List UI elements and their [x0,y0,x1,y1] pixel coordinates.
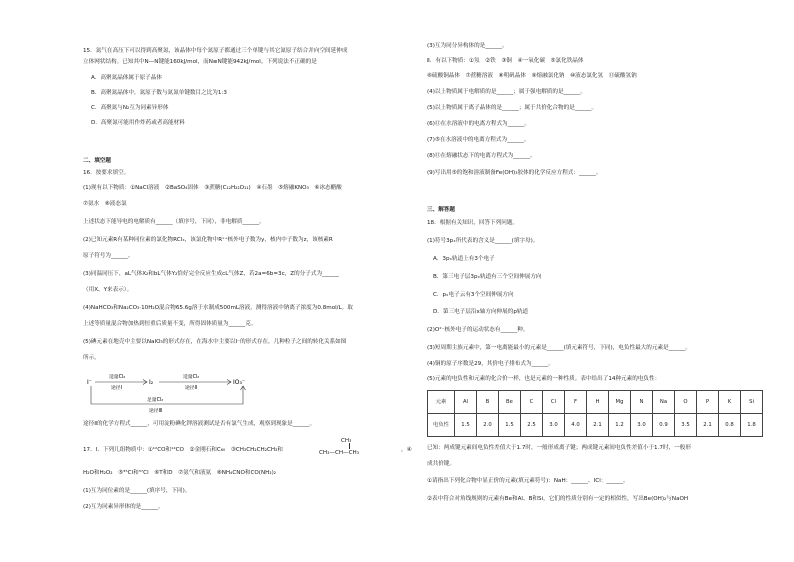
iodine-conversion-diagram [85,364,285,420]
diagram-reagent-2: 适量Cl₂ [183,375,200,380]
q18-option-a: A．3pₓ轨道上有3个电子 [433,256,495,262]
q15-option-d: D．高聚氮可能用作炸药或者高能材料 [91,120,185,126]
q16-line9: 上述等质量混合物加热到恒重后质量不变，所得固体质量为______克。 [83,321,257,327]
electronegativity-cell: 1.8 [741,414,763,437]
q17-line2: H₂O和H₂O₂ ⑤³⁵Cl和³⁷Cl ⑥T和D ⑦氨气和液氨 ⑧NH₄CNO和CO(NH₂)₂ [83,470,277,476]
q18-line2: (2)O²⁻核外电子的运动状态有______种。 [427,327,529,333]
electronegativity-table [427,390,763,437]
q18-option-b: B．第三电子层3pₓ轨道有三个空间伸展方向 [433,274,542,280]
element-cell: H [587,391,609,414]
diagram-start-species: I⁻ [87,379,92,386]
diagram-end-species: IO₃⁻ [233,379,246,386]
diagram-mid-species: I₂ [149,379,154,386]
diagram-reagent-1: 适量Cl₂ [109,375,126,380]
element-cell: Cl [543,391,565,414]
q17-part9: (9)写出用⑤的饱和溶液制备Fe(OH)₃胶体的化学反应方程式：______。 [427,170,602,176]
element-cell: Mg [609,391,631,414]
q17-line1: 17．Ⅰ．下列几组物质中：①¹²CO和¹⁴CO ②金刚石和C₆₀ ③CH₃CH₂CH₂CH₃和 [83,447,283,453]
element-cell: Na [653,391,675,414]
section-2-heading: 二、填空题 [83,158,111,164]
electronegativity-cell: 3.0 [631,414,653,437]
electronegativity-cell: 1.2 [609,414,631,437]
element-cell: C [521,391,543,414]
table-row-values [428,414,763,437]
element-cell: B [477,391,499,414]
q16-line12: 途径Ⅱ的化学方程式______，可用淀粉碘化钾溶液测试是否有氯气生成，观察到现象是______。 [83,421,316,427]
q15-stem-line1: 15．氮气在高压下可以得到高聚氮，该晶体中每个氮原子都通过三个单键与其它氮原子结合并向空间延伸成 [83,48,348,54]
q16-title: 16．按要求填空。 [83,170,130,176]
q15-stem-line2: 立体网状结构。已知其中N—N键能160kJ/mol，而N≡N键能942kJ/mol。下列说法不正确的是 [83,59,317,65]
element-cell: F [565,391,587,414]
element-cell: N [631,391,653,414]
electronegativity-cell: 3.5 [675,414,697,437]
electronegativity-cell: 3.0 [543,414,565,437]
q15-option-b: B．高聚氮晶体中，氮原子数与氮氮单键数目之比为1:3 [91,90,227,96]
electronegativity-cell: 0.9 [653,414,675,437]
q17-part5: (5)以上物质属于离子晶体的是______；属于共价化合物的是______。 [427,105,598,111]
q16-line1: (1)现有以下物质：①NaCl溶液 ②BaSO₄固体 ③蔗糖(C₁₂H₂₂O₁₁) ④石墨 ⑤熔融KNO₃ ⑥冰态醋酸 [83,185,342,191]
q18-title: 18．根据有关知识，回答下列问题。 [427,220,519,226]
q17-part6: (6)⑪在水溶液中的电离方程式为______。 [427,121,531,127]
q18-option-d: D．第三电子层沿x轴方向伸展的p轨道 [433,309,529,315]
electronegativity-cell: 1.5 [455,414,477,437]
q17-line1-tail: ，④ [401,447,412,453]
q17-isobutane-bond [349,443,350,449]
electronegativity-cell: 2.0 [477,414,499,437]
table-row-head: 元素 [428,391,455,414]
element-cell: O [675,391,697,414]
q17-part8: (8)⑪在熔融状态下的电离方程式为______。 [427,153,536,159]
element-cell: Si [741,391,763,414]
element-cell: K [719,391,741,414]
q16-line3: 上述状态下能导电的电解质有______（填序号，下同），非电解质______。 [83,219,265,225]
q17-part3: (3)互为同分异构体的是______。 [427,43,508,49]
diagram-reagent-3: 足量Cl₂ [147,398,164,403]
diagram-path-1-label: 途径Ⅰ [111,386,123,391]
q18-line1: (1)符号3pₓ所代表的含义是______(填字母)。 [427,238,539,244]
q17-isobutane-chain: CH₃—CH—CH₃ [319,450,360,456]
table-row-head: 电负性 [428,414,455,437]
q16-line5: 原子符号为______。 [83,253,134,259]
q18-line3: (3)短周期主族元素中，第一电离能最小的元素是______(填元素符号，下同)，电负性最大的元素是______。 [427,345,692,351]
q18-line7: 成共价键。 [427,461,455,467]
q16-line10: (5)碘元素在地壳中主要以NaIO₃的形式存在，在海水中主要以I⁻的形式存在，几种粒子之间的转化关系如图 [83,339,347,345]
electronegativity-cell: 2.5 [521,414,543,437]
q18-line8: ①请指出下列化合物中显正价的元素(填元素符号)：NaH：______、ICl：______。 [427,478,629,484]
q17-part4: (4)以上物质属于电解质的是______；属于强电解质的是______。 [427,89,586,95]
q17-ii-substances: ⑥硫酸铜晶体 ⑦蔗糖溶液 ⑧明矾晶体 ⑨熔融氯化钠 ⑩液态氯化氢 ⑪硫酸氢钠 [427,73,637,79]
electronegativity-cell: 2.1 [697,414,719,437]
q17-ii-intro: Ⅱ．有以下物质：①氖 ②铁 ③铜 ④一氧化碳 ⑤氯化铁晶体 [427,58,584,64]
q18-line6: 已知：两成键元素间电负性差值大于1.7时，一般形成离子键；两成键元素间电负性差值小于1.7时，一般形 [427,445,691,451]
q15-option-c: C．高聚氮与N₂互为同素异形体 [91,105,169,111]
electronegativity-cell: 4.0 [565,414,587,437]
element-cell: Be [499,391,521,414]
q18-line4: (4)铜的原子序数是29，其价电子排布式为______。 [427,361,554,367]
element-cell: P [697,391,719,414]
section-3-heading: 三、解答题 [427,207,455,213]
electronegativity-cell: 1.5 [499,414,521,437]
q18-line9: ②表中符合对角线规则的元素有Be和Al、B和Si，它们的性质分别有一定的相似性，写出Be(OH)₂与NaOH [427,496,689,502]
q17-line4: (2)互为同素异形体的是______。 [83,504,164,510]
diagram-path-3-label: 途径Ⅲ [149,409,162,414]
q15-option-a: A．高聚氮晶体属于原子晶体 [91,75,162,81]
q18-line5: (5)元素的电负性和元素的化合价一样，也是元素的一种性质。表中给出了14种元素的电负性： [427,376,661,382]
q16-line8: (4)NaHCO₃和Na₂CO₃·10H₂O混合物65.6g溶于水制成500mL溶液，测得溶液中钠离子浓度为0.8mol/L。取 [83,305,353,311]
q17-isobutane-branch: CH₃ [341,438,352,444]
q16-line4: (2)已知元素R有某种同位素的氯化物RClₓ，该氯化物中Rˣ⁺核外电子数为y，核内中子数为z，该核素R [83,237,333,243]
table-row-elements [428,391,763,414]
q16-line2: ⑦氨水 ⑧液态氯 [83,201,127,207]
electronegativity-cell: 0.8 [719,414,741,437]
q17-part7: (7)⑤在水溶液中的电离方程式为______。 [427,137,530,143]
q17-line3: (1)互为同位素的是______(填序号，下同)。 [83,488,191,494]
q18-option-c: C．pₓ电子云有3个空间伸展方向 [433,292,514,298]
q16-line6: (3)同温同压下，aL气体X₂和bL气体Y₂恰好完全反应生成cL气体Z，若2a=6b=3c，Z的分子式为______ [83,271,339,277]
element-cell: Al [455,391,477,414]
diagram-path-2-label: 途径Ⅱ [185,386,197,391]
q16-line7: （用X、Y来表示）。 [83,287,133,293]
q16-line11: 所示。 [83,355,100,361]
electronegativity-cell: 2.1 [587,414,609,437]
